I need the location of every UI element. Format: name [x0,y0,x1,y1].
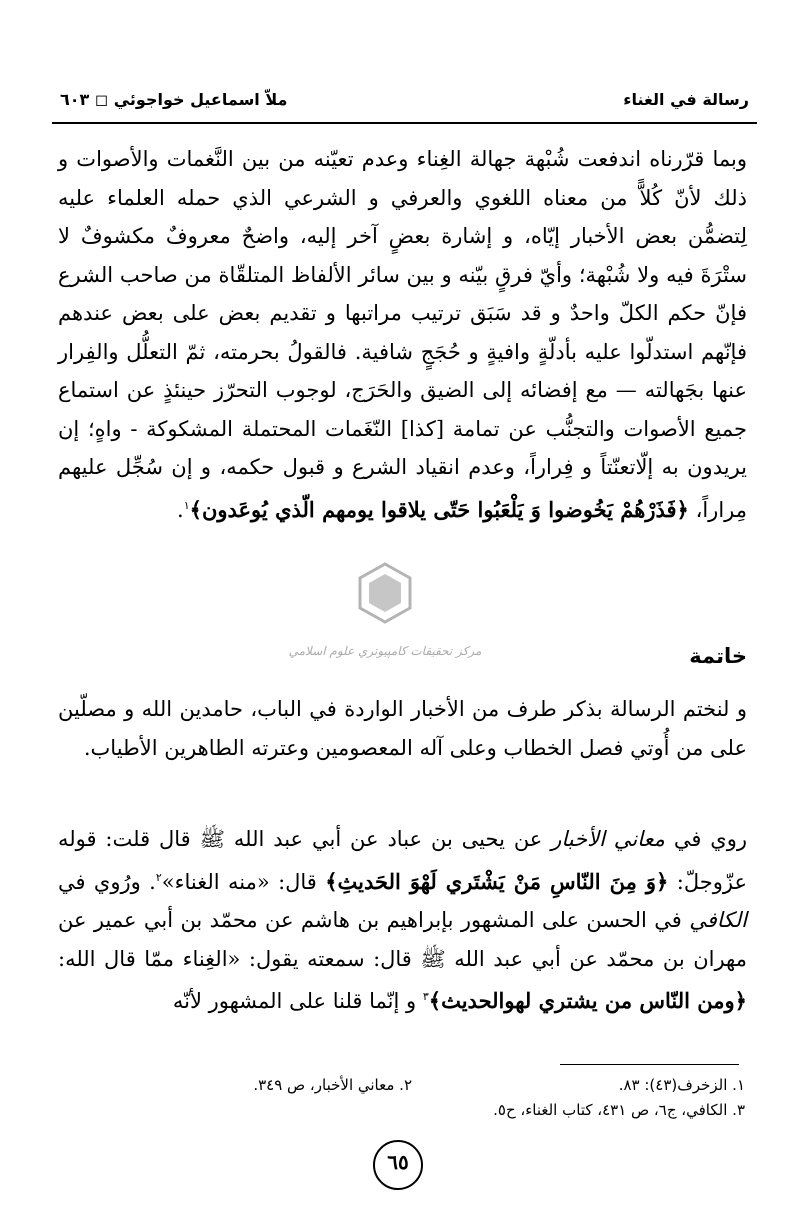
page-number-badge [373,1140,423,1190]
footnote-rule [560,1064,739,1065]
watermark-stamp [270,560,500,680]
p3-part-e: . ورُوي في [58,869,156,894]
page-number: ٦٥ [387,1150,409,1174]
running-header [60,84,749,114]
section-title-khatima: خاتمة [689,644,747,668]
paragraph-1: وبما قرّرناه اندفعت شُبْهة جهالة الغِناء وعدم تعيّنه من بين النَّغمات والأصوات و ذلك لأنّ كُلاًّ من معناه اللغوي والعرفي و الشرعي الذي حمله العلماء عليه لِتضمُّن بعض الأخبار إيّاه، و إشارة بعضٍ آخر إليه، واضحٌ معروفٌ مكشوفٌ لا ستْرَةَ فيه ولا شُبْهة؛ وأيّ فرقٍ بيّنه و بين سائر الألفاظ المتلقّاة من صاحب الشرع فإنّ حكم الكلّ واحدٌ و قد سَبَق ترتيب مراتبها و تقديم بعض على بعض عندهم فإنّهم استدلّوا عليه بأدلّةٍ وافيةٍ و حُجَجٍ شافية. فالقولُ بحرمته، ثمّ التعلُّل والفِرار عنها بجَهالته — مع إفضائه إلى الضيق والحَرَج، لوجوب التحرّز حينئذٍ عن استماع جميع الأصوات والتجنُّب عن تمامة [كذا] النّغَمات المحتملة المشكوكة - واهٍ؛ إن يريدون به إلّاتعنّتاً و فِراراً، وعدم انقياد الشرع و قبول حكمه، و إن سُجِّل عليهم مِراراً، ﴿فَذَرْهُمْ يَخُوضوا وَ يَلْعَبُوا حَتّى يلاقوا يومهم الّذي يُوعَدون﴾$^١$. [58,147,748,522]
paragraph-2-text: و لنختم الرسالة بذكر طرف من الأخبار الواردة في الباب، حامدين الله و مصلّين على من أُوتي فصل الخطاب وعلى آله المعصومين وعترته الطاهرين الأطياب. [58,697,747,760]
header-rule [52,122,757,124]
footnote-2: ٢. معاني الأخبار، ص ٣٤٩. [253,1076,412,1094]
footnote-1: ١. الزخرف(٤٣): ٨٣. [618,1076,745,1094]
paragraph-2 [58,690,747,767]
p3-part-g: في الحسن على المشهور بإبراهيم بن هاشم عن محمّد بن أبي عمير عن مهران بن محمّد عن أبي عبد الله ﷺ قال: سمعته يقول: «الغِناء ممّا قال الله: [58,908,747,971]
book-title-kafi: الكافي [689,908,747,932]
footnote-ref-2: ٢ [155,870,162,884]
header-author-page: ملاّ اسماعيل خواجوئي ◻ ٦٠٣ [60,90,288,109]
quran-verse-2: ﴿وَ مِنَ النّاسِ مَنْ يَشْتَري لَهْوَ الحَديثِ﴾ [325,868,669,894]
p3-part-c: عن يحيى بن عباد عن أبي عبد الله ﷺ قال قلت: قوله عزّوجلّ: [58,827,747,894]
footnote-ref-1: ١ [183,498,190,512]
watermark-text: مركز تحقيقات كامپيوتري علوم اسلامي [288,644,482,658]
book-title-maani: معاني الأخبار [551,827,665,851]
p3-part-h: و إنّما قلنا على المشهور لأنّه [172,989,417,1013]
paragraph-3 [58,820,747,1021]
footnote-ref-3: ٣ [422,990,429,1003]
quran-verse-1: ﴿فَذَرْهُمْ يَخُوضوا وَ يَلْعَبُوا حَتّى يلاقوا يومهم الّذي يُوعَدون﴾ [189,496,689,522]
header-book-title: رسالة في الغناء [623,90,749,109]
quran-verse-3: ﴿ومن النّاس من يشتري لهوالحديث﴾ [428,988,747,1013]
paragraph-1-text: وبما قرّرناه اندفعت شُبْهة جهالة الغِناء وعدم تعيّنه من بين النَّغمات والأصوات و ذلك لأنّ كُلاًّ من معناه اللغوي والعرفي و الشرعي الذي حمله العلماء عليه لِتضمُّن بعض الأخبار إيّاه، و إشارة بعضٍ آخر إليه، واضحٌ معروفٌ مكشوفٌ لا ستْرَةَ فيه ولا شُبْهة؛ وأيّ فرقٍ بيّنه و بين سائر الألفاظ المتلقّاة من صاحب الشرع فإنّ حكم الكلّ واحدٌ و قد سَبَق ترتيب مراتبها و تقديم بعض على بعض عندهم فإنّهم استدلّوا عليه بأدلّةٍ وافيةٍ و حُجَجٍ شافية. فالقولُ بحرمته، ثمّ التعلُّل والفِرار عنها بجَهالته — مع إفضائه إلى الضيق والحَرَج، لوجوب التحرّز حينئذٍ عن استماع جميع الأصوات والتجنُّب عن تمامة [كذا] النّغَمات المحتملة المشكوكة - واهٍ؛ إن يريدون به إلّاتعنّتاً و فِراراً، وعدم انقياد الشرع و قبول حكمه، و إن سُجِّل عليهم مِراراً، [58,147,748,522]
p3-part-a: روي في [673,827,747,851]
p3-part-d: قال: «منه الغناء» [161,869,317,894]
footnote-3: ٣. الكافي، ج٦، ص ٤٣١، كتاب الغناء، ح٥. [493,1101,745,1119]
